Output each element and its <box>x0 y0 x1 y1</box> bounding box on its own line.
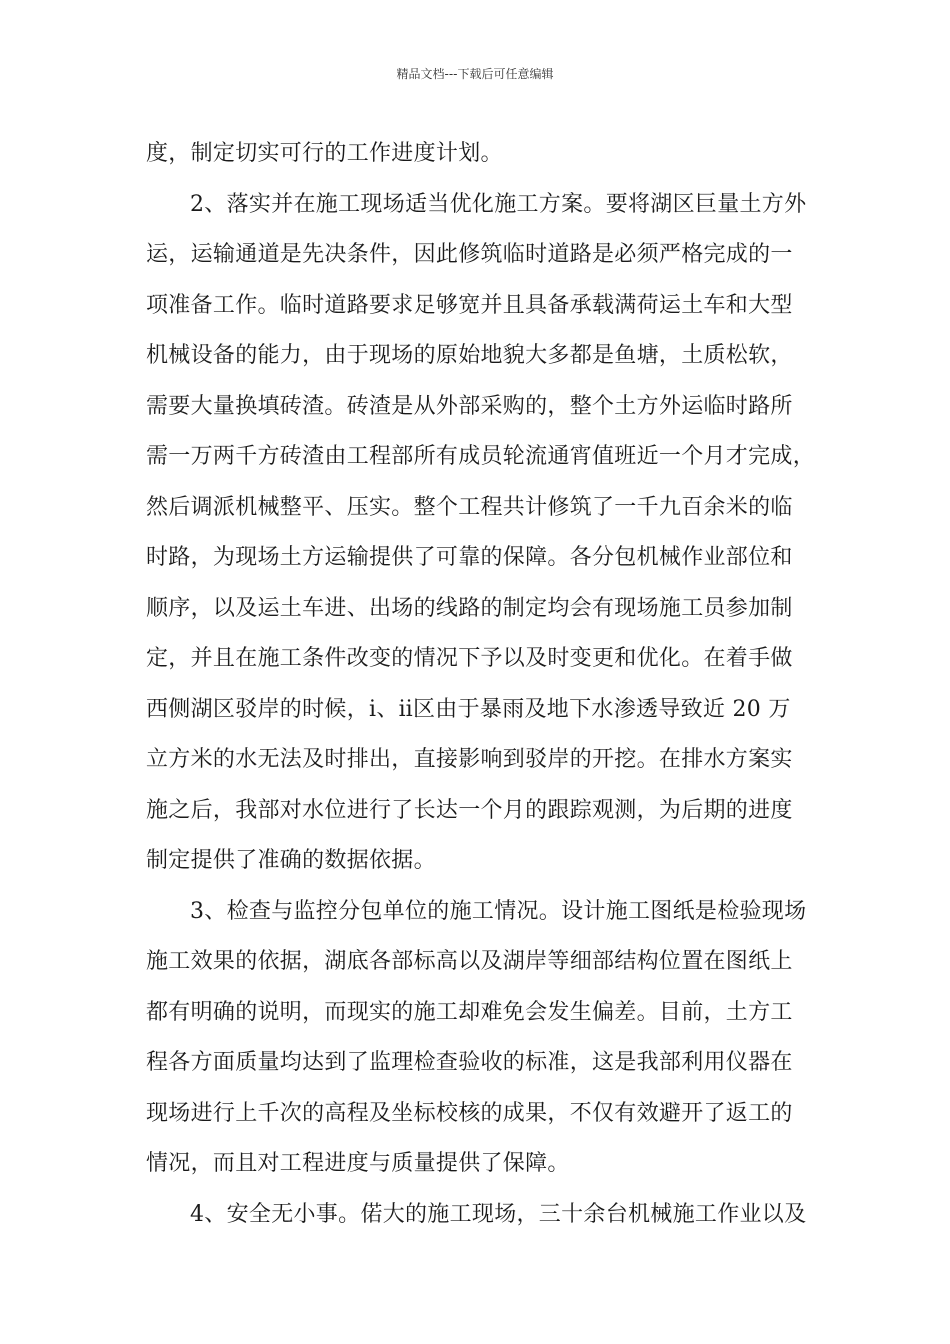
text-line: 情况，而且对工程进度与质量提供了保障。 <box>146 1151 570 1176</box>
paragraph-4-start: 4、安全无小事。偌大的施工现场，三十余台机械施工作业以及 <box>190 1201 807 1227</box>
text-line: 定，并且在施工条件改变的情况下予以及时变更和优化。在着手做 <box>146 646 793 671</box>
text-line: 需要大量换填砖渣。砖渣是从外部采购的，整个土方外运临时路所 <box>146 393 793 419</box>
text-line: 都有明确的说明，而现实的施工却难免会发生偏差。目前，土方工 <box>146 999 793 1025</box>
text-line: 运，运输通道是先决条件，因此修筑临时道路是必须严格完成的一 <box>146 242 793 267</box>
text-line: 施工效果的依据，湖底各部标高以及湖岸等细部结构位置在图纸上 <box>146 949 793 974</box>
text-line: 现场进行上千次的高程及坐标校核的成果，不仅有效避开了返工的 <box>146 1100 793 1126</box>
text-line: 立方米的水无法及时排出，直接影响到驳岸的开挖。在排水方案实 <box>146 747 793 772</box>
text-line: 施之后，我部对水位进行了长达一个月的跟踪观测，为后期的进度 <box>146 797 793 823</box>
text-line: 制定提供了准确的数据依据。 <box>146 848 436 873</box>
text-line: 需一万两千方砖渣由工程部所有成员轮流通宵值班近一个月才完成， <box>146 444 816 469</box>
text-line: 顺序，以及运土车进、出场的线路的制定均会有现场施工员参加制 <box>146 595 793 621</box>
paragraph-3-start: 3、检查与监控分包单位的施工情况。设计施工图纸是检验现场 <box>190 898 807 924</box>
text-line: 项准备工作。临时道路要求足够宽并且具备承载满荷运土车和大型 <box>146 292 793 318</box>
text-line: 程各方面质量均达到了监理检查验收的标准，这是我部利用仪器在 <box>146 1050 793 1075</box>
text-line: 时路，为现场土方运输提供了可靠的保障。各分包机械作业部位和 <box>146 545 793 570</box>
page-header: 精品文档---下载后可任意编辑 <box>396 67 554 81</box>
text-line: 机械设备的能力，由于现场的原始地貌大多都是鱼塘，土质松软， <box>146 343 793 368</box>
text-line: 然后调派机械整平、压实。整个工程共计修筑了一千九百余米的临 <box>146 494 793 520</box>
text-line: 西侧湖区驳岸的时候，ⅰ、ⅱ区由于暴雨及地下水渗透导致近 20 万 <box>146 696 791 722</box>
document-body <box>146 129 816 1240</box>
text-line: 度，制定切实可行的工作进度计划。 <box>146 141 503 166</box>
paragraph-2-start: 2、落实并在施工现场适当优化施工方案。要将湖区巨量土方外 <box>190 191 807 217</box>
